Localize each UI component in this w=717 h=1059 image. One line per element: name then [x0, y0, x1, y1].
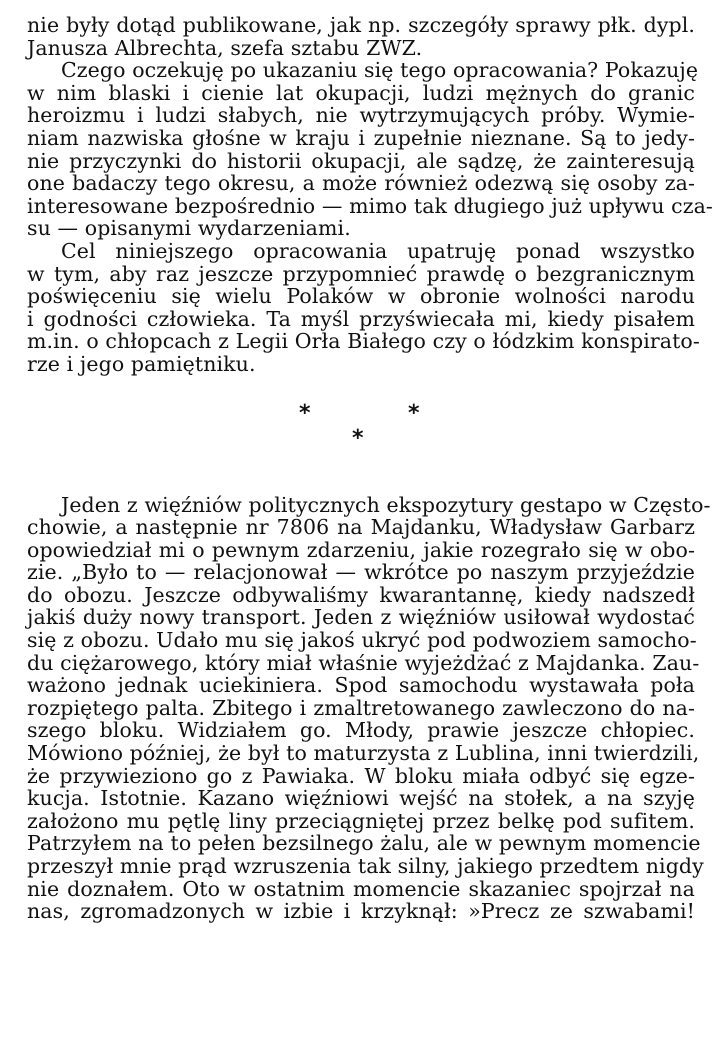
text-line: nie przyczynki do historii okupacji, ale sądzę, że zainteresują	[27, 148, 695, 173]
separator-star: *	[352, 425, 364, 451]
text-line: ważono jednak uciekiniera. Spod samochodu wystawała poła	[27, 673, 695, 698]
text-line: że przywieziono go z Pawiaka. W bloku miała odbyć się egze-	[27, 763, 695, 788]
text-line: rze i jego pamiętniku.	[27, 351, 256, 376]
section-separator	[27, 376, 695, 466]
text-line: nie były dotąd publikowane, jak np. szczegóły sprawy płk. dypl.	[27, 13, 695, 37]
text-line: Janusza Albrechta, szefa sztabu ZWZ.	[27, 35, 423, 60]
text-line: Patrzyłem na to pełen bezsilnego żalu, ale w pewnym momencie	[27, 831, 701, 856]
paragraph-2	[27, 58, 713, 241]
text-line: przeszył mnie prąd wzruszenia tak silny, jakiego przedtem nigdy	[27, 854, 704, 878]
text-line: one badaczy tego okresu, a może również odezwą się osoby za-	[27, 171, 695, 196]
text-line: w nim blaski i cienie lat okupacji, ludzi mężnych do granic	[27, 80, 695, 105]
text-line: niam nazwiska głośne w kraju i zupełnie nieznane. Są to jedy-	[27, 125, 695, 150]
text-line: interesowane bezpośrednio — mimo tak długiego już upływu cza-	[27, 193, 713, 218]
paragraph-1	[27, 14, 695, 59]
text-line: rozpiętego palta. Zbitego i zmaltretowanego zawleczono do na-	[27, 695, 695, 720]
text-line: szego bloku. Widziałem go. Młody, prawie jeszcze chłopiec.	[27, 718, 695, 743]
text-line: du ciężarowego, który miał właśnie wyjeżdżać z Majdanka. Zau-	[27, 650, 700, 675]
text-line: nie doznałem. Oto w ostatnim momencie skazaniec spojrzał na	[27, 876, 695, 901]
text-line: Mówiono później, że był to maturzysta z Lublina, inni twierdzili,	[27, 741, 700, 766]
text-line: opowiedział mi o pewnym zdarzeniu, jakie rozegrało się w obo-	[27, 537, 695, 562]
text-line: Czego oczekuję po ukazaniu się tego opracowania? Pokazuję	[61, 58, 699, 83]
text-line: i godności człowieka. Ta myśl przyświecała mi, kiedy pisałem	[27, 306, 695, 331]
text-line: się z obozu. Udało mu się jakoś ukryć pod podwoziem samocho-	[27, 628, 697, 653]
paragraph-3	[27, 238, 700, 376]
text-line: założono mu pętlę liny przeciągniętej przez belkę pod sufitem.	[27, 808, 695, 833]
text-line: su — opisanymi wydarzeniami.	[27, 216, 351, 241]
text-line: do obozu. Jeszcze odbywaliśmy kwarantannę, kiedy nadszedł	[27, 582, 695, 607]
text-line: nas, zgromadzonych w izbie i krzyknął: »Precz ze szwabami!	[27, 899, 695, 924]
page-text	[27, 13, 713, 924]
paragraph-4	[27, 492, 711, 924]
text-line: chowie, a następnie nr 7806 na Majdanku, Władysław Garbarz	[27, 515, 695, 540]
text-line: poświęceniu się wielu Polaków w obronie wolności narodu	[27, 284, 695, 309]
separator-star: *	[408, 400, 420, 426]
text-line: Cel niniejszego opracowania upatruję ponad wszystko	[61, 238, 695, 263]
text-line: heroizmu i ludzi słabych, nie wytrzymujących próby. Wymie-	[27, 103, 695, 128]
text-line: zie. „Było to — relacjonował — wkrótce po naszym przyjeździe	[27, 560, 695, 585]
text-line: m.in. o chłopcach z Legii Orła Białego czy o łódzkim konspirato-	[27, 329, 700, 354]
text-line: Jeden z więźniów politycznych ekspozytury gestapo w Często-	[61, 492, 711, 517]
separator-star: *	[299, 400, 311, 426]
text-line: kucja. Istotnie. Kazano więźniowi wejść na stołek, a na szyję	[27, 786, 695, 811]
text-line: w tym, aby raz jeszcze przypomnieć prawdę o bezgranicznym	[27, 261, 695, 286]
text-line: jakiś duży nowy transport. Jeden z więźniów usiłował wydostać	[27, 605, 695, 630]
